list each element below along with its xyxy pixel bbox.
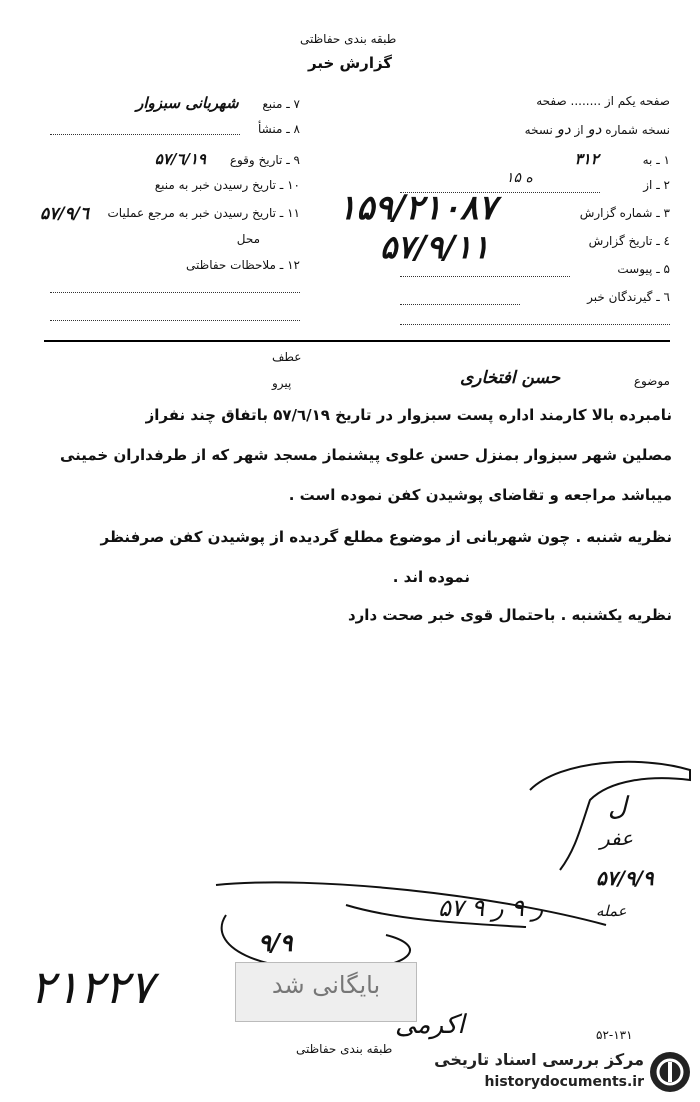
annotation-date-prefix: عمله: [596, 902, 627, 920]
archive-stamp-text: بایگانی شد: [271, 971, 381, 999]
field-to-value: ۳۱۲: [574, 150, 599, 168]
opinion-saturday-line-1: نظریه شنبه . چون شهربانی از موضوع مطلع گردیده از پوشیدن کفن صرفنظر: [100, 528, 672, 546]
field-recipients-line: [400, 304, 520, 305]
archive-stamp: [235, 962, 417, 1022]
classification-bottom: طبقه بندی حفاظتی: [296, 1042, 393, 1056]
field-report-number: ۳ ـ شماره گزارش: [579, 206, 670, 220]
field-to: ۱ ـ به ۳۱۲: [574, 150, 670, 168]
annotation-date-line: ۵۷ ر ۹ ر ۹: [438, 894, 544, 922]
subject-label: موضوع: [633, 374, 670, 388]
annotation-big-number: ۲۱۲۲۷: [30, 960, 154, 1014]
body-line-3: میباشد مراجعه و تقاضای پوشیدن کفن نموده است .: [288, 486, 672, 504]
annotation-top: ل: [608, 792, 627, 822]
field-source: ۷ ـ منبع شهربانی سبزوار: [136, 94, 300, 112]
copy-number: نسخه شماره دو از دو نسخه: [524, 120, 670, 138]
field-receipt-operations-value: ۵۷/۹/٦: [40, 204, 89, 224]
body-line-2: مصلین شهر سبزوار بمنزل حسن علوی پیشنماز مسجد شهر که از طرفداران خمینی: [59, 446, 672, 464]
annotation-date: ۵۷/۹/۹: [596, 866, 654, 890]
subject-value: حسن افتخاری: [460, 368, 561, 388]
field-attachment: ۵ ـ پیوست: [617, 262, 670, 276]
report-date-stamp: ۵۷/۹/۱۱: [380, 228, 490, 266]
form-code: ۵۲-۱۳۱: [596, 1028, 633, 1042]
body-line-1: نامبرده بالا کارمند اداره پست سبزوار در تاریخ ۵۷/٦/۱۹ باتفاق چند نفراز: [145, 406, 672, 424]
field-report-date: ٤ ـ تاریخ گزارش: [588, 234, 670, 248]
notes-line-1: [50, 292, 300, 293]
watermark: [420, 1048, 690, 1100]
report-number-stamp: ۱۵۹/۲۱۰۸۷: [338, 188, 497, 228]
copy-total: دو: [556, 120, 571, 138]
field-origin: ۸ ـ منشأ: [257, 122, 300, 136]
opinion-sunday: نظریه یکشنبه . باحتمال قوی خبر صحت دارد: [347, 606, 672, 624]
field-recipients: ٦ ـ گیرندگان خبر: [587, 290, 670, 304]
field-occurrence-date-value: ۵۷/٦/۱۹: [154, 150, 206, 168]
classification-top: طبقه بندی حفاظتی: [300, 32, 397, 46]
page-label: صفحه یکم از ........ صفحه: [536, 94, 670, 108]
field-receipt-operations: ۱۱ ـ تاریخ رسیدن خبر به مرجع عملیات: [107, 206, 300, 220]
field-origin-line: [50, 134, 240, 135]
field-occurrence-date: ۹ ـ تاریخ وقوع ۵۷/٦/۱۹: [154, 150, 300, 168]
signature-name: اکرمی: [395, 1010, 465, 1040]
report-number-superscript: ۱۵ ه: [506, 170, 533, 186]
notes-line-2: [50, 320, 300, 321]
field-source-value: شهربانی سبزوار: [136, 94, 239, 112]
copy-value: دو: [587, 120, 602, 138]
field-security-notes: ۱۲ ـ ملاحظات حفاظتی: [186, 258, 300, 272]
document-title: گزارش خبر: [308, 54, 393, 72]
field-receipt-source: ۱۰ ـ تاریخ رسیدن خبر به منبع: [154, 178, 300, 192]
field-place: محل: [236, 232, 260, 246]
watermark-title: مرکز بررسی اسناد تاریخی: [434, 1050, 644, 1069]
field-attachment-line: [400, 276, 570, 277]
reference-label: عطف: [272, 350, 302, 364]
watermark-logo-icon: [650, 1052, 690, 1092]
follow-up-label: پیرو: [272, 376, 292, 390]
opinion-saturday-line-2: نموده اند .: [392, 568, 470, 586]
section-divider: [44, 340, 670, 342]
annotation-name: عفر: [600, 826, 634, 850]
field-from: ۲ ـ از: [643, 178, 670, 192]
annotation-short-date: ۹/۹: [258, 928, 293, 957]
watermark-url: historydocuments.ir: [484, 1074, 644, 1090]
field-extra-line: [400, 324, 670, 325]
